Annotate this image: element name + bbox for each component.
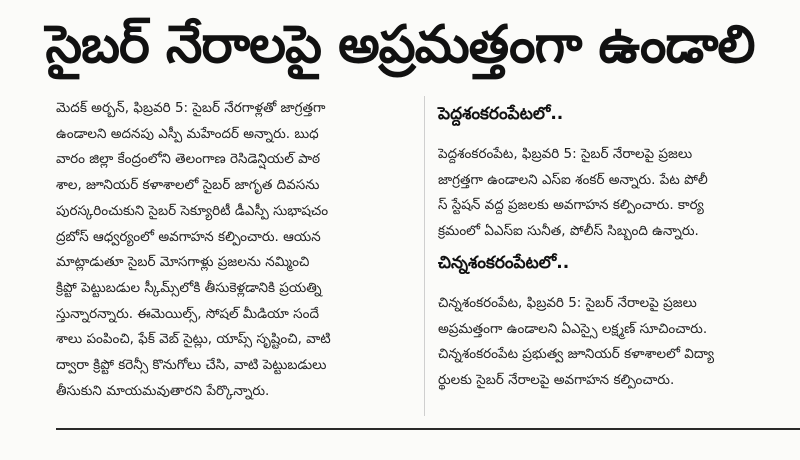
article-line: వారం జిల్లా కేంద్రంలోని తెలంగాణ రెసిడెన్షియల్ పాఠ xyxy=(56,151,321,168)
article-line: స్తున్నారన్నారు. ఈమెయిల్స్, సోషల్ మీడియా సందే xyxy=(56,305,319,322)
article-line: ద్వారా క్రిప్టో కరెన్సీ కొనుగోలు చేసి, వాటి పెట్టుబడులు xyxy=(56,357,327,374)
article-line: మెదక్ అర్బన్, ఫిబ్రవరి 5: సైబర్ నేరగాళ్లతో జాగ్రత్తగా xyxy=(56,100,326,116)
article-line: స్ స్టేషన్ వద్ద ప్రజలకు అవగాహన కల్పించారు. కార్య xyxy=(438,197,704,214)
bottom-rule xyxy=(56,428,800,430)
subheading-peddashankarampet: పెద్దశంకరంపేటలో.. xyxy=(438,104,564,124)
article-line: శాలు పంపించి, ఫేక్ వెబ్ సైట్లు, యాప్స్ సృష్టించి, వాటి xyxy=(56,331,331,348)
article-left-column xyxy=(56,96,414,404)
article-line: ద్రబోస్ ఆధ్వర్యంలో అవగాహన కల్పించారు. ఆయన xyxy=(56,228,321,245)
article-line: క్రిప్టో పెట్టుబడుల స్కీమ్స్‌లోకి తీసుకెళ్లడానికి ప్రయత్ని xyxy=(56,279,322,296)
article-line: శాల, జూనియర్ కళాశాలలో సైబర్ జాగృత దివసను xyxy=(56,177,320,194)
subheading-chinnashankarampet: చిన్నశంకరంపేటలో.. xyxy=(438,252,570,273)
article-line: పెద్దశంకరంపేట, ఫిబ్రవరి 5: సైబర్ నేరాలపై ప్రజలు xyxy=(438,146,693,162)
article-line: చిన్నశంకరంపేట ప్రభుత్వ జూనియర్ కళాశాలలో విద్యా xyxy=(438,346,715,363)
article-line: ఉండాలని అదనపు ఎస్పీ మహేందర్ అన్నారు. బుధ xyxy=(56,125,319,142)
article-line: పురస్కరించుకుని సైబర్ సెక్యూరిటీ డీఎస్పీ సుభాషచం xyxy=(56,202,329,219)
article-line: జాగ్రత్తగా ఉండాలని ఎస్ఐ శంకర్ అన్నారు. పేట పోలీ xyxy=(438,171,708,188)
article-line: అప్రమత్తంగా ఉండాలని ఏఎస్సై లక్ష్మణ్ సూచించారు. xyxy=(438,320,708,337)
article-line: చిన్నశంకరంపేట, ఫిబ్రవరి 5: సైబర్ నేరాలపై ప్రజలు xyxy=(438,294,697,311)
column-divider xyxy=(424,96,425,416)
article-line: తీసుకుని మాయమవుతారని పేర్కొన్నారు. xyxy=(56,382,270,399)
article-right-column xyxy=(438,96,800,394)
headline: సైబర్ నేరాలపై అప్రమత్తంగా ఉండాలి xyxy=(45,15,755,75)
article-line: మాట్లాడుతూ సైబర్ మోసగాళ్లు ప్రజలను నమ్మించి xyxy=(56,254,310,271)
article-line: ర్థులకు సైబర్ నేరాలపై అవగాహన కల్పించారు. xyxy=(438,371,675,388)
article-line: క్రమంలో ఏఎస్ఐ సునీత, పోలీస్ సిబ్బంది ఉన్నారు. xyxy=(438,223,699,240)
